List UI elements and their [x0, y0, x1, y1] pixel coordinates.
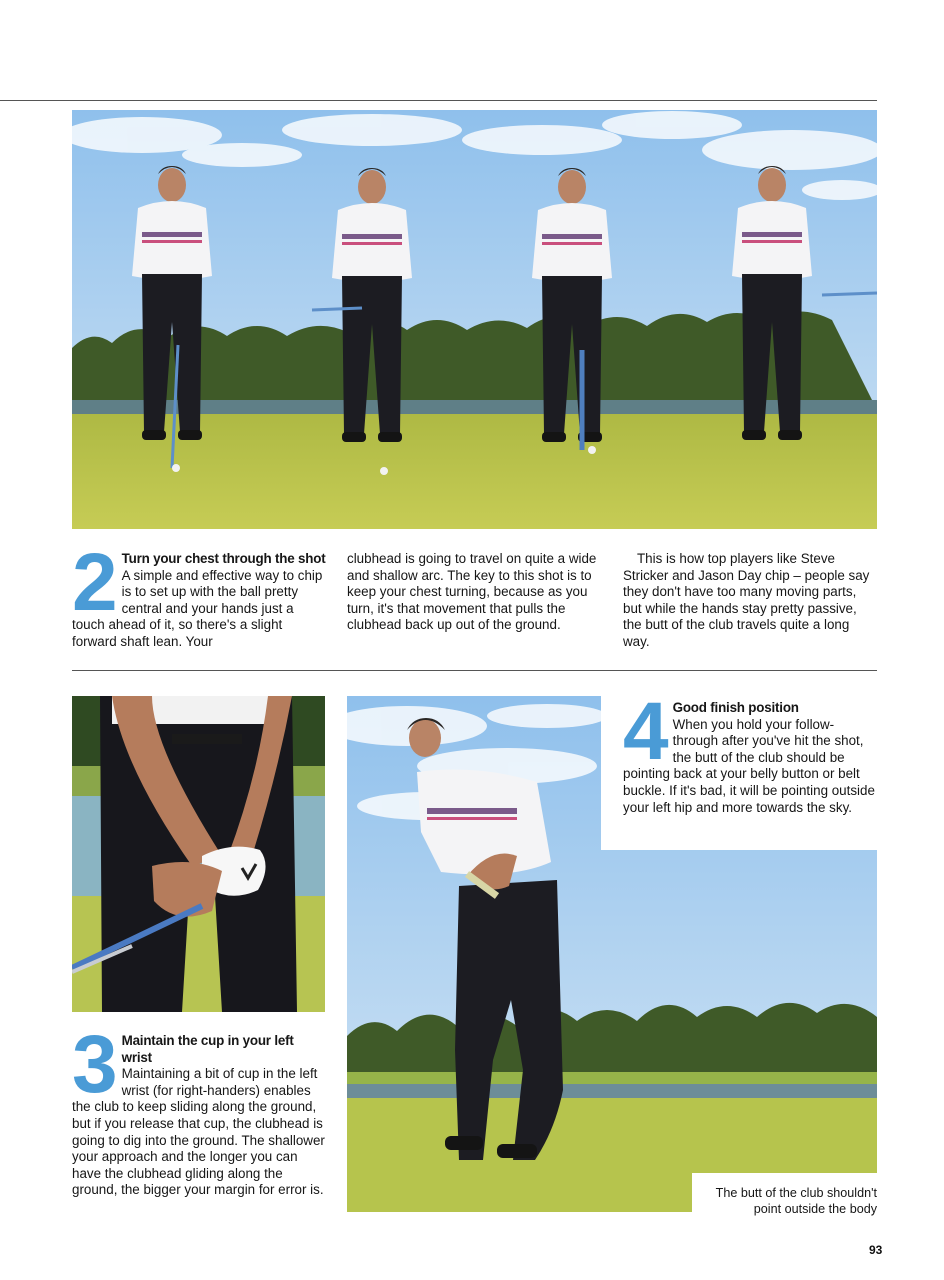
photo-caption: The butt of the club shouldn't point outside the body — [715, 1186, 877, 1216]
step4-heading: Good finish position — [672, 700, 799, 715]
step2-column-2 — [347, 551, 601, 634]
step3-number: 3 — [72, 1019, 116, 1110]
step2-column-1 — [72, 537, 326, 651]
step2-body-part3: This is how top players like Steve Stricker and Jason Day chip – people say they don't have too many moving parts, but while the hands stay pretty passive, the butt of the club travels quite a long way. — [623, 551, 870, 649]
step4-body: When you hold your follow-through after you've hit the shot, the butt of the club should be pointing back at your belly button or belt buckle. If it's bad, it will be pointing outside your left hip and more towards the sky. — [623, 716, 875, 815]
top-rule — [0, 100, 877, 101]
step3-body: Maintaining a bit of cup in the left wrist (for right-handers) enables the club to keep sliding along the ground, but if you release that cup, the clubhead is going to dig into the ground. The shallower your approach and the longer you can have the clubhead gliding along the ground, the bigger your margin for error is. — [72, 1066, 325, 1198]
step3-text — [72, 1019, 326, 1199]
step3-heading: Maintain the cup in your left wrist — [121, 1033, 294, 1065]
step2-heading: Turn your chest through the shot — [121, 551, 326, 566]
step4-text — [623, 686, 877, 816]
step4-number: 4 — [623, 686, 667, 777]
step2-column-3 — [623, 551, 877, 651]
page-number: 93 — [869, 1243, 883, 1257]
middle-rule — [72, 670, 877, 671]
step2-body-part1: A simple and effective way to chip is to set up with the ball pretty central and your hands just a touch ahead of it, so there's a slight forward shaft lean. Your — [72, 567, 323, 649]
chip-sequence-photo — [72, 110, 877, 529]
wrist-closeup-photo — [72, 696, 325, 1012]
step2-number: 2 — [72, 537, 116, 628]
step2-body-part2: clubhead is going to travel on quite a wide and shallow arc. The key to this shot is to keep your chest turning, because as you turn, it's that movement that pulls the clubhead back up out of the ground. — [347, 551, 597, 633]
